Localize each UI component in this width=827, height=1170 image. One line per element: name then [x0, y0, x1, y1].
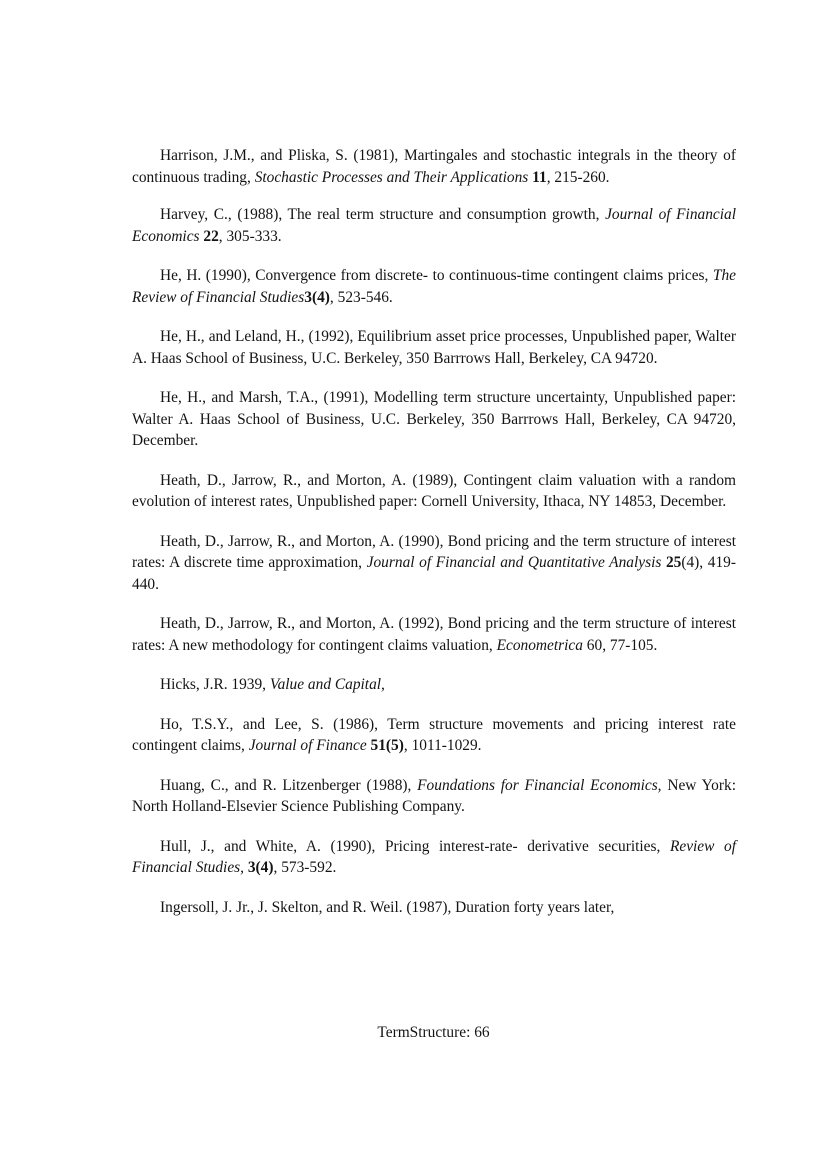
reference-volume: 25: [665, 554, 682, 571]
reference-text: Heath, D., Jarrow, R., and Morton, A. (1990), Bond pricing and the term structure of interest rates: A discrete time approximation,: [132, 532, 736, 571]
reference-volume: 22: [203, 227, 219, 245]
reference-entry: [132, 531, 736, 596]
reference-source-title: Value and Capital,: [269, 676, 385, 693]
reference-entry: [132, 204, 736, 247]
reference-text: , 523-546.: [329, 288, 393, 306]
reference-volume: 3(4): [247, 859, 274, 876]
reference-text: , 215-260.: [546, 168, 610, 186]
reference-text: Harvey, C., (1988), The real term structure and consumption growth,: [160, 206, 606, 223]
reference-source-title: Econometrica: [496, 636, 583, 654]
reference-source-title: Foundations for Financial Economics,: [417, 776, 662, 794]
reference-source-title: Review of Financial Studies,: [132, 837, 736, 876]
reference-text: He, H. (1990), Convergence from discrete- to continuous-time contingent claims prices,: [160, 267, 713, 284]
reference-entry: [132, 265, 736, 308]
reference-text: He, H., and Leland, H., (1992), Equilibrium asset price processes, Unpublished paper, Walter A. Haas School of Business, U.C. Berkeley, 350 Barrrows Hall, Berkeley, CA 94720.: [132, 328, 736, 367]
reference-text: Hull, J., and White, A. (1990), Pricing interest-rate- derivative securities,: [160, 837, 670, 855]
reference-entry: [132, 674, 736, 696]
reference-text: , 1011-1029.: [403, 737, 482, 754]
page-footer: TermStructure: 66: [377, 1024, 490, 1041]
reference-entry: [132, 470, 736, 513]
reference-entry: [132, 145, 736, 188]
reference-source-title: Journal of Financial and Quantitative Analysis: [366, 554, 662, 571]
reference-source-title: The Review of Financial Studies: [132, 267, 736, 306]
reference-text: New York: North Holland-Elsevier Science Publishing Company.: [132, 776, 736, 815]
reference-entry: [132, 613, 736, 656]
reference-text: , 305-333.: [218, 227, 282, 245]
reference-entry: [132, 387, 736, 452]
reference-text: Huang, C., and R. Litzenberger (1988),: [160, 776, 418, 794]
reference-text: Harrison, J.M., and Pliska, S. (1981), Martingales and stochastic integrals in the theory of continuous trading,: [132, 147, 736, 186]
reference-text: Heath, D., Jarrow, R., and Morton, A. (1992), Bond pricing and the term structure of interest rates: A new methodology for contingent claims valuation,: [132, 615, 736, 654]
reference-text: 60, 77-105.: [582, 636, 658, 654]
reference-entry: [132, 326, 736, 369]
reference-entry: [132, 836, 736, 879]
reference-text: Ingersoll, J. Jr., J. Skelton, and R. Weil. (1987), Duration forty years later,: [160, 898, 615, 916]
reference-volume: 11: [532, 168, 547, 186]
reference-entry: [132, 775, 736, 818]
reference-text: Ho, T.S.Y., and Lee, S. (1986), Term structure movements and pricing interest rate contingent claims,: [132, 715, 736, 754]
reference-volume: 51(5): [370, 737, 404, 754]
reference-text: Heath, D., Jarrow, R., and Morton, A. (1989), Contingent claim valuation with a random evolution of interest rates, Unpublished paper: Cornell University, Ithaca, NY 14853, December.: [132, 471, 736, 510]
reference-list: [132, 145, 736, 918]
reference-source-title: Journal of Finance: [248, 737, 367, 754]
reference-text: He, H., and Marsh, T.A., (1991), Modelling term structure uncertainty, Unpublished paper: Walter A. Haas School of Business, U.C. Berkeley, 350 Barrrows Hall, Berkeley, CA 94720, December.: [132, 389, 736, 449]
reference-volume: 3(4): [304, 288, 330, 306]
reference-text: (4), 419-440.: [132, 554, 736, 593]
reference-entry: [132, 714, 736, 757]
reference-entry: [132, 897, 736, 919]
reference-source-title: Stochastic Processes and Their Applications: [254, 168, 529, 186]
reference-source-title: Journal of Financial Economics: [132, 206, 736, 245]
reference-text: , 573-592.: [273, 859, 337, 876]
reference-text: Hicks, J.R. 1939,: [160, 676, 270, 693]
